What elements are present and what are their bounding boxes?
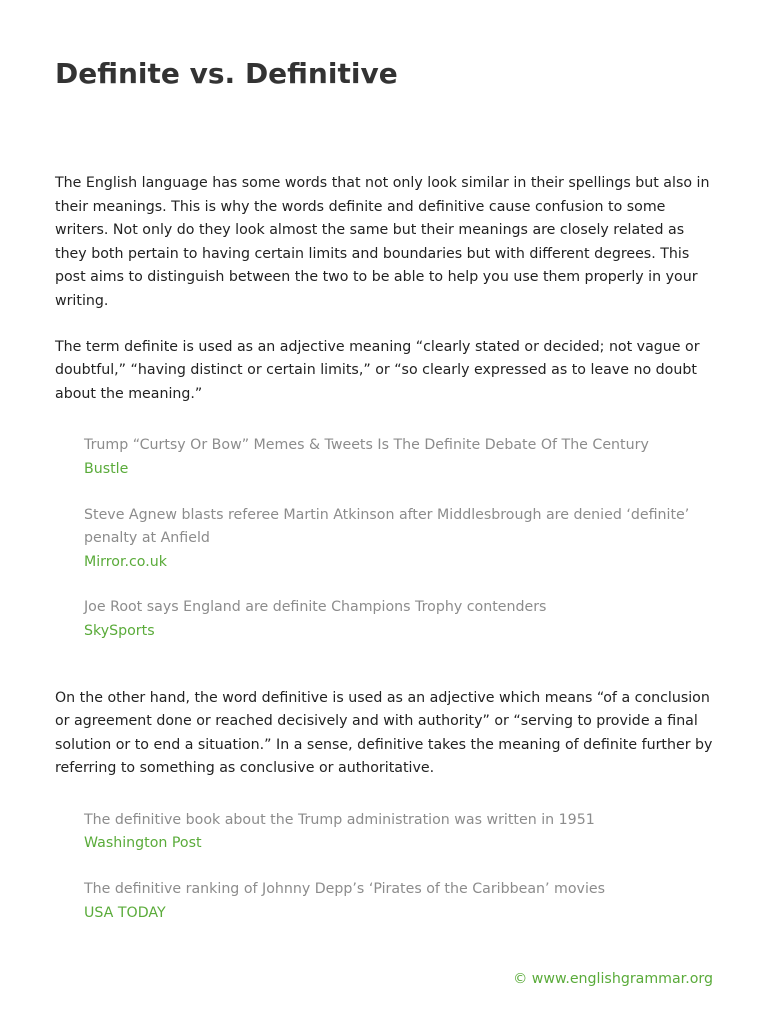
quote-source-link[interactable]: SkySports <box>84 622 155 639</box>
example-quote <box>84 809 717 856</box>
definitive-examples <box>55 809 717 925</box>
definite-examples <box>55 434 717 643</box>
quote-source-link[interactable]: Bustle <box>84 460 129 477</box>
quote-source-link[interactable]: Mirror.co.uk <box>84 553 167 570</box>
quote-text: Trump “Curtsy Or Bow” Memes & Tweets Is The Definite Debate Of The Century <box>84 437 649 454</box>
footer-copyright-link[interactable]: © www.englishgrammar.org <box>513 971 713 987</box>
example-quote <box>84 434 717 481</box>
quote-text: The definitive ranking of Johnny Depp’s ‘Pirates of the Caribbean’ movies <box>84 881 606 898</box>
quote-text: Steve Agnew blasts referee Martin Atkinson after Middlesbrough are denied ‘definite’ penalty at Anfield <box>84 506 690 547</box>
quote-text: The definitive book about the Trump administration was written in 1951 <box>84 811 595 828</box>
quote-text: Joe Root says England are definite Champions Trophy contenders <box>84 599 547 616</box>
intro-paragraph: The English language has some words that not only look similar in their spellings but also in their meanings. This is why the words definite and definitive cause confusion to some writers. Not only do they look almost the same but their meanings are closely related as they both pertain to having certain limits and boundaries but with different degrees. This post aims to distinguish between the two to be able to help you use them properly in your writing. <box>55 175 710 309</box>
definitive-definition-paragraph: On the other hand, the word definitive is used as an adjective which means “of a conclusion or agreement done or reached decisively and with authority” or “serving to provide a final solution or to end a situation.” In a sense, definitive takes the meaning of definite further by referring to something as conclusive or authoritative. <box>55 689 713 777</box>
page-title: Definite vs. Definitive <box>55 57 398 90</box>
example-quote <box>84 596 717 643</box>
example-quote <box>84 878 717 925</box>
article-body <box>55 172 717 925</box>
quote-source-link[interactable]: USA TODAY <box>84 904 166 921</box>
definite-definition-paragraph: The term definite is used as an adjective meaning “clearly stated or decided; not vague or doubtful,” “having distinct or certain limits,” or “so clearly expressed as to leave no doubt about the meaning.” <box>55 338 700 402</box>
example-quote <box>84 504 717 575</box>
quote-source-link[interactable]: Washington Post <box>84 835 202 852</box>
